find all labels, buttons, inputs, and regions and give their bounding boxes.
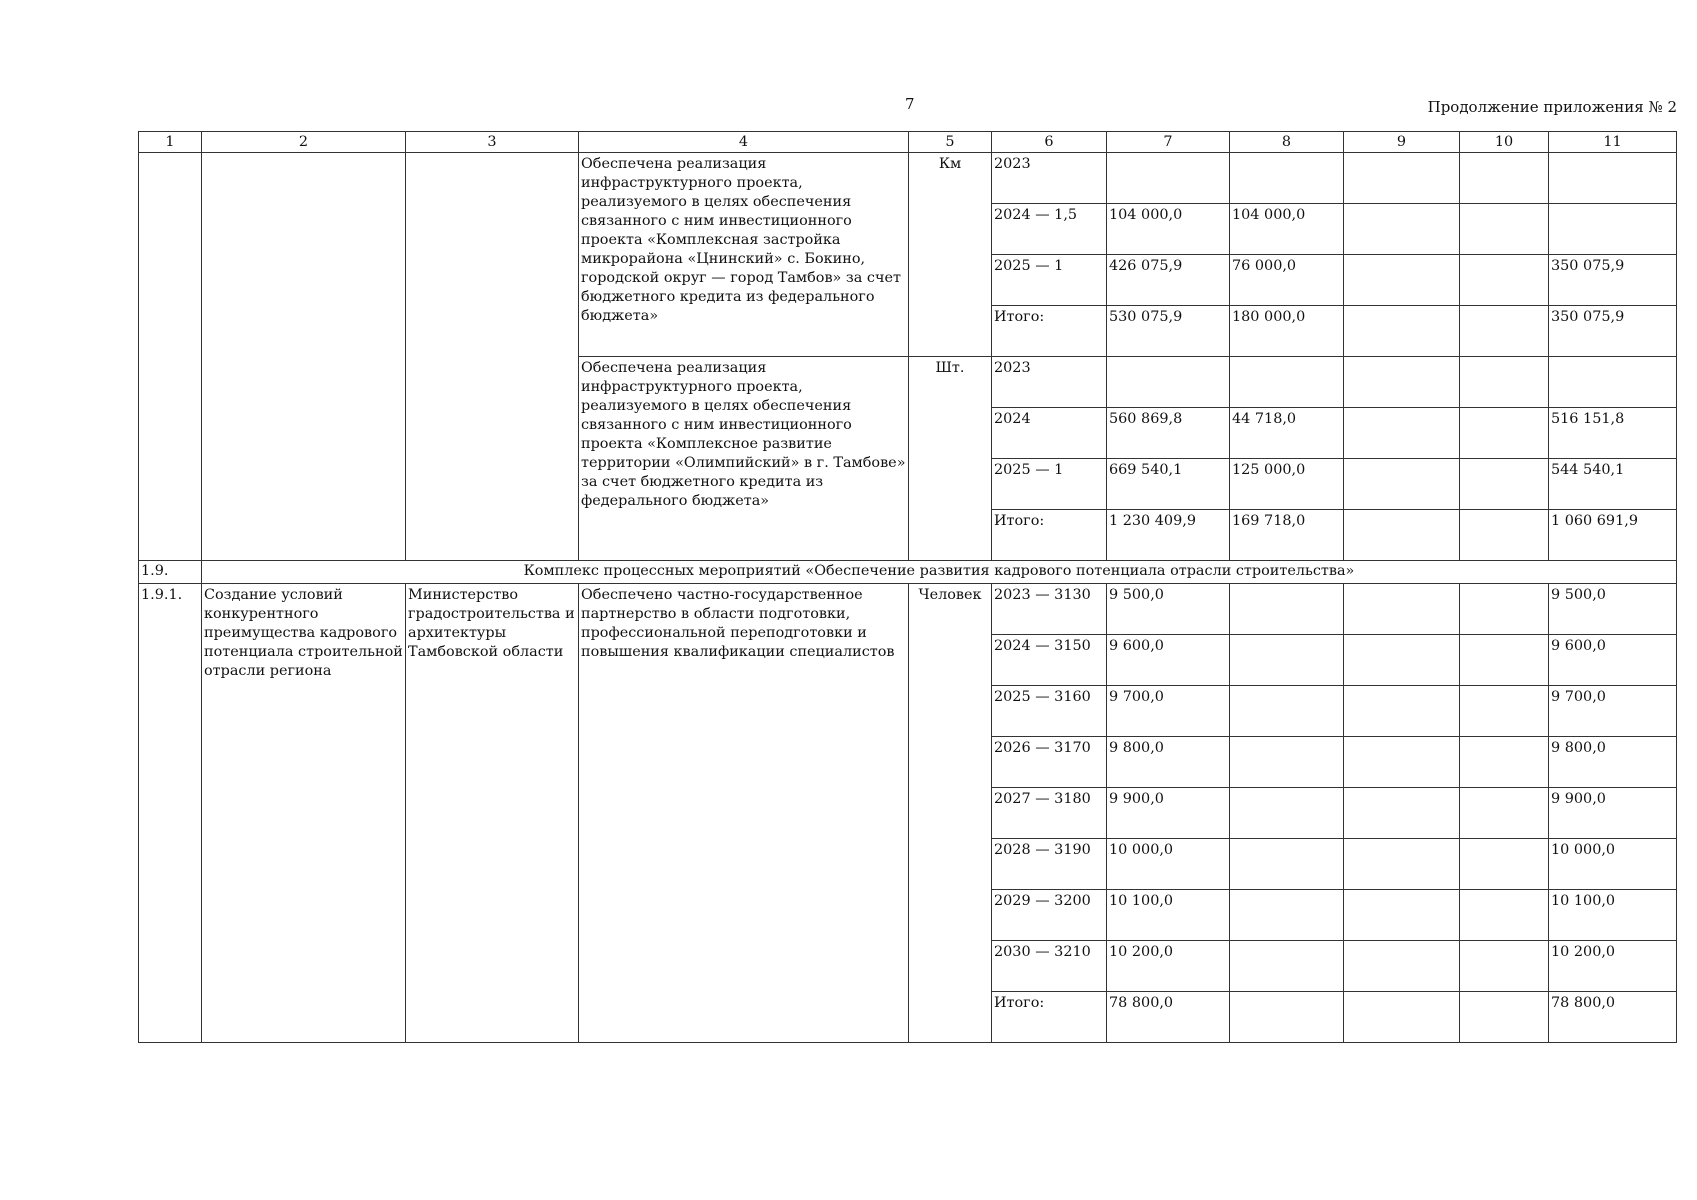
cell-empty <box>1344 204 1460 255</box>
other-cell <box>1549 204 1677 255</box>
total-cell: 426 075,9 <box>1107 255 1230 306</box>
total-cell <box>1107 357 1230 408</box>
total-cell <box>1107 153 1230 204</box>
cell-empty <box>1344 839 1460 890</box>
program-table <box>138 131 1677 1043</box>
other-cell: 10 100,0 <box>1549 890 1677 941</box>
other-cell: 1 060 691,9 <box>1549 510 1677 561</box>
total-cell: 9 800,0 <box>1107 737 1230 788</box>
cell-empty <box>1460 306 1549 357</box>
other-cell <box>1549 153 1677 204</box>
other-cell: 544 540,1 <box>1549 459 1677 510</box>
header-cell: 1 <box>139 132 202 153</box>
header-cell: 8 <box>1230 132 1344 153</box>
other-cell: 350 075,9 <box>1549 255 1677 306</box>
continuation-label: Продолжение приложения № 2 <box>1427 98 1677 116</box>
total-cell: 9 500,0 <box>1107 584 1230 635</box>
cell-empty <box>1230 788 1344 839</box>
cell-empty <box>1230 635 1344 686</box>
cell-empty <box>1344 686 1460 737</box>
header-cell: 6 <box>992 132 1107 153</box>
other-cell: 516 151,8 <box>1549 408 1677 459</box>
result-description-a: Обеспечена реализация инфраструктурного проекта, реализуемого в целях обеспечения связанного с ним инвестиционного проекта «Комплексная застройка микрорайона «Цнинский» с. Бокино, городской округ — город Тамбов» за счет бюджетного кредита из федерального бюджета» <box>579 153 909 357</box>
header-row <box>139 132 1677 153</box>
cell-empty <box>1230 839 1344 890</box>
other-cell: 10 200,0 <box>1549 941 1677 992</box>
other-cell: 9 900,0 <box>1549 788 1677 839</box>
table-row <box>139 584 1677 635</box>
total-cell: 9 700,0 <box>1107 686 1230 737</box>
other-cell: 9 500,0 <box>1549 584 1677 635</box>
total-cell: 560 869,8 <box>1107 408 1230 459</box>
result-description-b: Обеспечена реализация инфраструктурного проекта, реализуемого в целях обеспечения связанного с ним инвестиционного проекта «Комплексное развитие территории «Олимпийский» в г. Тамбове» за счет бюджетного кредита из федерального бюджета» <box>579 357 909 561</box>
year-cell: 2023 <box>992 153 1107 204</box>
cell-empty <box>1344 992 1460 1043</box>
cell-empty <box>1460 992 1549 1043</box>
other-cell: 9 800,0 <box>1549 737 1677 788</box>
federal-cell <box>1230 153 1344 204</box>
unit-b: Шт. <box>909 357 992 561</box>
cell-empty <box>1460 357 1549 408</box>
year-cell: 2025 — 3160 <box>992 686 1107 737</box>
cell-empty <box>1230 992 1344 1043</box>
federal-cell: 104 000,0 <box>1230 204 1344 255</box>
total-cell: 104 000,0 <box>1107 204 1230 255</box>
federal-cell: 44 718,0 <box>1230 408 1344 459</box>
year-cell: 2029 — 3200 <box>992 890 1107 941</box>
cell-empty <box>1460 839 1549 890</box>
cell-empty <box>1344 941 1460 992</box>
other-cell: 350 075,9 <box>1549 306 1677 357</box>
year-cell: 2030 — 3210 <box>992 941 1107 992</box>
year-cell: Итого: <box>992 992 1107 1043</box>
cell-empty <box>1230 941 1344 992</box>
cell-empty <box>1460 153 1549 204</box>
table-row <box>139 153 1677 204</box>
cell-empty <box>1460 510 1549 561</box>
cell-empty <box>1460 737 1549 788</box>
year-cell: 2023 <box>992 357 1107 408</box>
year-cell: 2024 — 1,5 <box>992 204 1107 255</box>
total-cell: 10 100,0 <box>1107 890 1230 941</box>
total-cell: 78 800,0 <box>1107 992 1230 1043</box>
cell-empty <box>1460 459 1549 510</box>
cell-empty <box>1230 686 1344 737</box>
cell-empty <box>1230 584 1344 635</box>
federal-cell <box>1230 357 1344 408</box>
federal-cell: 125 000,0 <box>1230 459 1344 510</box>
total-cell: 669 540,1 <box>1107 459 1230 510</box>
year-cell: 2025 — 1 <box>992 255 1107 306</box>
cell-empty <box>1460 204 1549 255</box>
cell-empty <box>1344 357 1460 408</box>
year-cell: Итого: <box>992 510 1107 561</box>
unit-a: Км <box>909 153 992 357</box>
header-cell: 3 <box>406 132 579 153</box>
federal-cell: 76 000,0 <box>1230 255 1344 306</box>
result-description-c: Обеспечено частно-государственное партнерство в области подготовки, профессиональной переподготовки и повышения квалификации специалистов <box>579 584 909 1043</box>
total-cell: 9 600,0 <box>1107 635 1230 686</box>
year-cell: 2026 — 3170 <box>992 737 1107 788</box>
item-number: 1.9.1. <box>139 584 202 1043</box>
cell-empty <box>1344 255 1460 306</box>
total-cell: 10 000,0 <box>1107 839 1230 890</box>
unit-c: Человек <box>909 584 992 1043</box>
page-number: 7 <box>905 95 915 113</box>
federal-cell: 180 000,0 <box>1230 306 1344 357</box>
cell-empty <box>1230 737 1344 788</box>
cell-empty <box>1460 941 1549 992</box>
cell-empty <box>1344 306 1460 357</box>
cell-empty <box>1344 737 1460 788</box>
cell-empty <box>1460 890 1549 941</box>
other-cell: 9 700,0 <box>1549 686 1677 737</box>
section-row <box>139 561 1677 584</box>
header-cell: 7 <box>1107 132 1230 153</box>
cell-empty <box>1344 890 1460 941</box>
other-cell <box>1549 357 1677 408</box>
cell-empty <box>1230 890 1344 941</box>
cell-empty <box>1344 635 1460 686</box>
cell-empty <box>1344 510 1460 561</box>
year-cell: 2024 — 3150 <box>992 635 1107 686</box>
cell-empty <box>1344 408 1460 459</box>
header-cell: 2 <box>202 132 406 153</box>
section-number: 1.9. <box>139 561 202 584</box>
item-name: Создание условий конкурентного преимущества кадрового потенциала строительной отрасли региона <box>202 584 406 1043</box>
year-cell: 2024 <box>992 408 1107 459</box>
cell-empty <box>1460 408 1549 459</box>
section-title: Комплекс процессных мероприятий «Обеспечение развития кадрового потенциала отрасли строительства» <box>202 561 1677 584</box>
federal-cell: 169 718,0 <box>1230 510 1344 561</box>
other-cell: 10 000,0 <box>1549 839 1677 890</box>
total-cell: 10 200,0 <box>1107 941 1230 992</box>
cell-empty <box>1344 153 1460 204</box>
total-cell: 1 230 409,9 <box>1107 510 1230 561</box>
cell-empty <box>1460 686 1549 737</box>
cell-empty <box>1460 584 1549 635</box>
cell-empty <box>1460 255 1549 306</box>
header-cell: 5 <box>909 132 992 153</box>
header-cell: 10 <box>1460 132 1549 153</box>
cell-empty <box>139 153 202 561</box>
year-cell: Итого: <box>992 306 1107 357</box>
cell-empty <box>1344 788 1460 839</box>
other-cell: 9 600,0 <box>1549 635 1677 686</box>
cell-empty <box>1344 459 1460 510</box>
cell-empty <box>1344 584 1460 635</box>
cell-empty <box>1460 635 1549 686</box>
other-cell: 78 800,0 <box>1549 992 1677 1043</box>
header-cell: 9 <box>1344 132 1460 153</box>
cell-empty <box>202 153 406 561</box>
item-responsible: Министерство градостроительства и архитектуры Тамбовской области <box>406 584 579 1043</box>
total-cell: 9 900,0 <box>1107 788 1230 839</box>
year-cell: 2023 — 3130 <box>992 584 1107 635</box>
cell-empty <box>406 153 579 561</box>
year-cell: 2025 — 1 <box>992 459 1107 510</box>
total-cell: 530 075,9 <box>1107 306 1230 357</box>
year-cell: 2028 — 3190 <box>992 839 1107 890</box>
header-cell: 11 <box>1549 132 1677 153</box>
header-cell: 4 <box>579 132 909 153</box>
cell-empty <box>1460 788 1549 839</box>
year-cell: 2027 — 3180 <box>992 788 1107 839</box>
